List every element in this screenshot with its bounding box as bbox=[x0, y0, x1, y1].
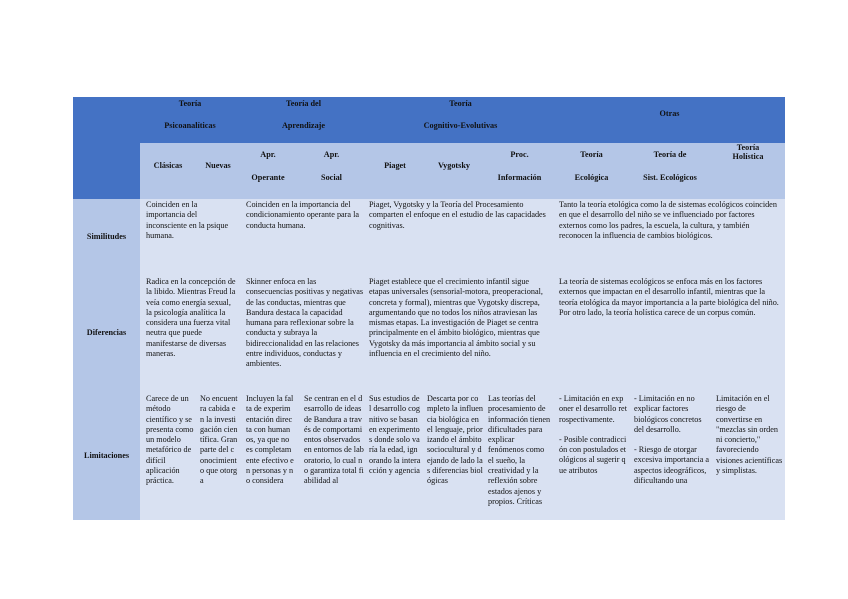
similitudes-cogn bbox=[367, 199, 554, 275]
subheader-apr-social bbox=[296, 143, 367, 199]
limitaciones-clasicas-text: Carece de un método científico y se presenta como un modelo metafórico de difícil aplicación práctica. bbox=[146, 394, 194, 486]
subheader-proc-line1: Proc. bbox=[510, 150, 529, 159]
header-psico-line2: Psicoanalíticas bbox=[164, 121, 216, 130]
row-label-similitudes bbox=[73, 199, 140, 275]
subheader-operante-line1: Apr. bbox=[260, 150, 276, 159]
subheader-sist-line1: Teoría de bbox=[653, 150, 687, 159]
header-cogn-line2: Cognitivo-Evolutivas bbox=[423, 121, 498, 130]
diferencias-psico bbox=[140, 275, 240, 392]
header-aprendizaje bbox=[240, 97, 367, 143]
header-psico-line1: Teoría bbox=[178, 99, 202, 108]
limitaciones-vygotsky-text: Descarta por completo la influencia biológica en el lenguaje, priorizando el ámbito sociocultural y dejando de lado las diferencias biológicas bbox=[427, 394, 483, 486]
header-cogn-line1: Teoría bbox=[449, 99, 472, 108]
header-aprend-line1: Teoría del bbox=[286, 99, 321, 108]
row-label-limitaciones bbox=[73, 392, 140, 520]
row-label-diferencias bbox=[73, 275, 140, 392]
row-label-diferencias-text: Diferencias bbox=[86, 328, 127, 338]
diferencias-otras bbox=[554, 275, 785, 392]
subheader-vygotsky-label: Vygotsky bbox=[437, 161, 470, 170]
subheader-nuevas bbox=[196, 143, 240, 199]
subheader-holistica-line2: Holística bbox=[732, 152, 764, 161]
subheader-social-line2: Social bbox=[321, 173, 342, 182]
limitaciones-sist-text-1: - Limitación en no explicar factores biológicos concretos del desarrollo. bbox=[634, 394, 702, 434]
comparison-table bbox=[73, 97, 785, 520]
diferencias-otras-text: La teoría de sistemas ecológicos se enfoca más en los factores externos que impactan en el desarrollo infantil, mientras que la teoría etológica da mayor importancia a la parte biológica del niño. Por otro lado, la teoría holística carece de un corpus común. bbox=[559, 277, 779, 317]
subheader-holistica bbox=[711, 143, 785, 199]
similitudes-aprend bbox=[240, 199, 367, 275]
subheader-sist-line2: Sist. Ecológicos bbox=[643, 173, 697, 182]
limitaciones-ecologica-text-2: - Posible contradicción con postulados etológicos al sugerir que atributos bbox=[559, 434, 627, 475]
header-psicoanaliticas bbox=[140, 97, 240, 143]
diferencias-aprend-text: Skinner enfoca en las consecuencias positivas y negativas de las conductas, mientras que Bandura destaca la capacidad humana para reflexionar sobre la conducta y subraya la bidireccionalidad en las relaciones entre individuos, conductas y ambientes. bbox=[246, 277, 364, 369]
subheader-corner bbox=[73, 143, 140, 199]
row-label-similitudes-text: Similitudes bbox=[86, 231, 127, 241]
header-otras bbox=[554, 97, 785, 143]
limitaciones-operante-text: Incluyen la falta de experimentación directa con humanos, ya que no es completamente efectivo en personas y no considera bbox=[246, 394, 294, 486]
subheader-nuevas-label: Nuevas bbox=[205, 161, 231, 170]
header-otras-label: Otras bbox=[659, 109, 680, 118]
similitudes-aprend-text: Coinciden en la importancia del condicionamiento operante para la conducta humana. bbox=[246, 200, 359, 230]
limitaciones-clasicas bbox=[140, 392, 196, 520]
similitudes-psico-text: Coinciden en la importancia del inconsciente en la psique humana. bbox=[146, 200, 229, 240]
subheader-piaget-label: Piaget bbox=[384, 161, 406, 170]
subheader-ecologica-line2: Ecológica bbox=[574, 173, 609, 182]
limitaciones-nuevas bbox=[196, 392, 240, 520]
limitaciones-holistica-text: Limitación en el riesgo de convertirse en "mezclas sin orden ni concierto," favoreciendo visiones acientíficas y simplistas. bbox=[716, 394, 783, 476]
diferencias-psico-text: Radica en la concepción de la libido. Mientras Freud la veía como energía sexual, la psicología analítica la considera una fuerza vital neutra que puede manifestarse de diversas maneras. bbox=[146, 277, 236, 359]
header-cognitivo bbox=[367, 97, 554, 143]
limitaciones-proc bbox=[485, 392, 554, 520]
subheader-clasicas-label: Clásicas bbox=[153, 161, 183, 170]
row-label-limitaciones-text: Limitaciones bbox=[83, 450, 130, 460]
subheader-sist-ecologicos bbox=[629, 143, 711, 199]
diferencias-aprend bbox=[240, 275, 367, 392]
limitaciones-social-text: Se centran en el desarrollo de ideas de Bandura a través de comportamientos observados en entornos de laboratorio, lo cual no garantiza total fiabilidad al bbox=[304, 394, 364, 486]
similitudes-cogn-text: Piaget, Vygotsky y la Teoría del Procesamiento comparten el enfoque en el estudio de las capacidades cognitivas. bbox=[369, 200, 546, 230]
limitaciones-piaget bbox=[367, 392, 423, 520]
limitaciones-operante bbox=[240, 392, 296, 520]
subheader-apr-operante bbox=[240, 143, 296, 199]
subheader-operante-line2: Operante bbox=[251, 173, 285, 182]
limitaciones-sist-text-2: - Riesgo de otorgar excesiva importancia a aspectos ideográficos, dificultando una bbox=[634, 445, 710, 486]
subheader-piaget bbox=[367, 143, 423, 199]
limitaciones-holistica bbox=[711, 392, 785, 520]
subheader-proc-informacion bbox=[485, 143, 554, 199]
similitudes-otras-text: Tanto la teoría etológica como la de sistemas ecológicos coinciden en que el desarrollo del niño se ve influenciado por factores externos como los padres, la escuela, la cultura, y también reconocen la influencia de cambios biológicos. bbox=[559, 200, 777, 240]
subheader-ecologica bbox=[554, 143, 629, 199]
limitaciones-social bbox=[296, 392, 367, 520]
header-aprend-line2: Aprendizaje bbox=[281, 121, 326, 130]
limitaciones-vygotsky bbox=[423, 392, 485, 520]
similitudes-psico bbox=[140, 199, 240, 275]
header-corner bbox=[73, 97, 140, 143]
diferencias-cogn-text: Piaget establece que el crecimiento infantil sigue etapas universales (sensorial-motora, preoperacional, concreta y formal), mientras que Vygotsky discrepa, argumentando que no todos los niños atraviesan las mismas etapas. La investigación de Piaget se centra principalmente en el ámbito biológico, mientras que Vygotsky da más importancia al ámbito social y su influencia en el crecimiento del niño. bbox=[369, 277, 543, 359]
subheader-proc-line2: Información bbox=[497, 173, 542, 182]
subheader-social-line1: Apr. bbox=[323, 150, 340, 159]
subheader-clasicas bbox=[140, 143, 196, 199]
subheader-ecologica-line1: Teoría bbox=[580, 150, 603, 159]
limitaciones-sist bbox=[629, 392, 711, 520]
limitaciones-piaget-text: Sus estudios del desarrollo cognitivo se basan en experimentos donde solo varía la edad, ignorando la interacción y agencia bbox=[369, 394, 421, 476]
diferencias-cogn bbox=[367, 275, 554, 392]
limitaciones-ecologica bbox=[554, 392, 629, 520]
subheader-vygotsky bbox=[423, 143, 485, 199]
limitaciones-nuevas-text: No encuentra cabida en la investigación científica. Gran parte del conocimiento que otorga bbox=[200, 394, 238, 486]
subheader-holistica-line1: Teoría bbox=[736, 143, 760, 152]
similitudes-otras bbox=[554, 199, 785, 275]
limitaciones-ecologica-text-1: - Limitación en exponer el desarrollo retrospectivamente. bbox=[559, 394, 627, 424]
limitaciones-proc-text: Las teorías del procesamiento de información tienen dificultades para explicar fenómenos como el sueño, la creatividad y la reflexión sobre estados ajenos y propios. Críticas bbox=[488, 394, 551, 506]
